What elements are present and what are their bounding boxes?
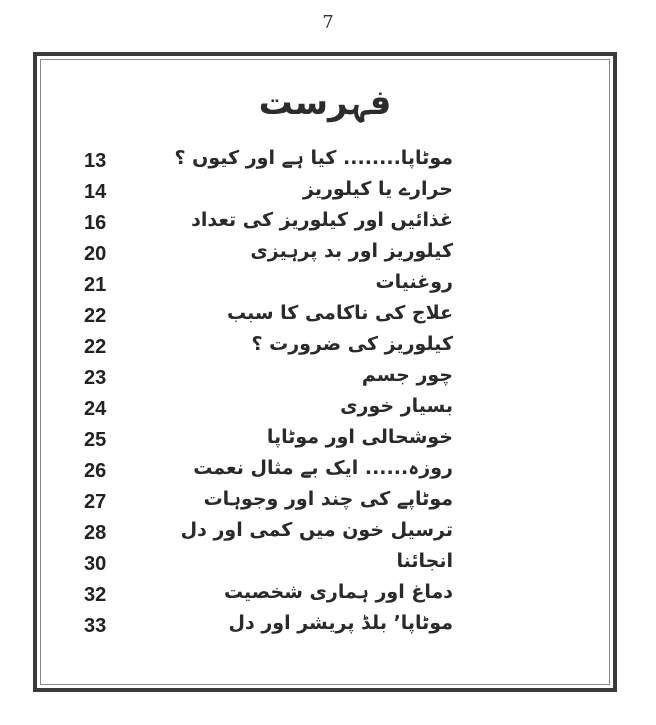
contents-frame [33,52,617,692]
table-of-contents [37,146,613,642]
toc-page-number: 27 [84,491,107,513]
toc-entry [37,270,613,301]
contents-title: فہرست [258,83,392,123]
toc-entry-title: خوشحالی اور موٹاپا [266,426,453,448]
toc-entry [37,549,613,580]
toc-entry-title: موٹاپا٬ بلڈ پریشر اور دل [228,612,453,634]
toc-entry-title: روغنیات [375,271,453,293]
toc-entry-title: موٹاپے کی چند اور وجوہات [203,488,453,510]
toc-page-number: 14 [84,181,107,203]
toc-entry [37,332,613,363]
toc-entry [37,394,613,425]
toc-entry-title: حرارے یا کیلوریز [303,178,453,200]
toc-entry-title: کیلوریز اور بد پرہیزی [250,240,453,262]
toc-entry [37,580,613,611]
toc-entry [37,456,613,487]
toc-page-number: 25 [84,429,107,451]
toc-page-number: 30 [84,553,107,575]
toc-page-number: 23 [84,367,107,389]
toc-page-number: 16 [84,212,107,234]
toc-entry-title: موٹاپا........ کیا ہے اور کیوں ؟ [174,147,453,169]
toc-entry [37,301,613,332]
toc-page-number: 21 [84,274,107,296]
toc-page-number: 20 [84,243,107,265]
toc-entry-title: دماغ اور ہماری شخصیت [223,581,453,603]
toc-entry-title: بسیار خوری [340,395,453,417]
page-number: 7 [322,12,334,33]
toc-entry [37,146,613,177]
toc-page-number: 26 [84,460,107,482]
toc-entry [37,239,613,270]
toc-entry [37,177,613,208]
toc-entry [37,208,613,239]
toc-entry [37,363,613,394]
toc-entry-title: انجائنا [396,550,453,572]
toc-entry [37,611,613,642]
toc-page-number: 22 [84,336,107,358]
toc-entry [37,518,613,549]
toc-page-number: 24 [84,398,107,420]
toc-page-number: 33 [84,615,107,637]
toc-page-number: 28 [84,522,107,544]
toc-entry [37,487,613,518]
toc-page-number: 13 [84,150,107,172]
toc-entry-title: ترسیل خون میں کمی اور دل [180,519,453,541]
toc-entry [37,425,613,456]
toc-entry-title: علاج کی ناکامی کا سبب [226,302,453,324]
toc-entry-title: غذائیں اور کیلوریز کی تعداد [191,209,453,231]
toc-entry-title: چور جسم [361,364,453,386]
toc-page-number: 22 [84,305,107,327]
toc-entry-title: روزہ...... ایک بے مثال نعمت [193,457,453,479]
toc-page-number: 32 [84,584,107,606]
toc-entry-title: کیلوریز کی ضرورت ؟ [251,333,453,355]
